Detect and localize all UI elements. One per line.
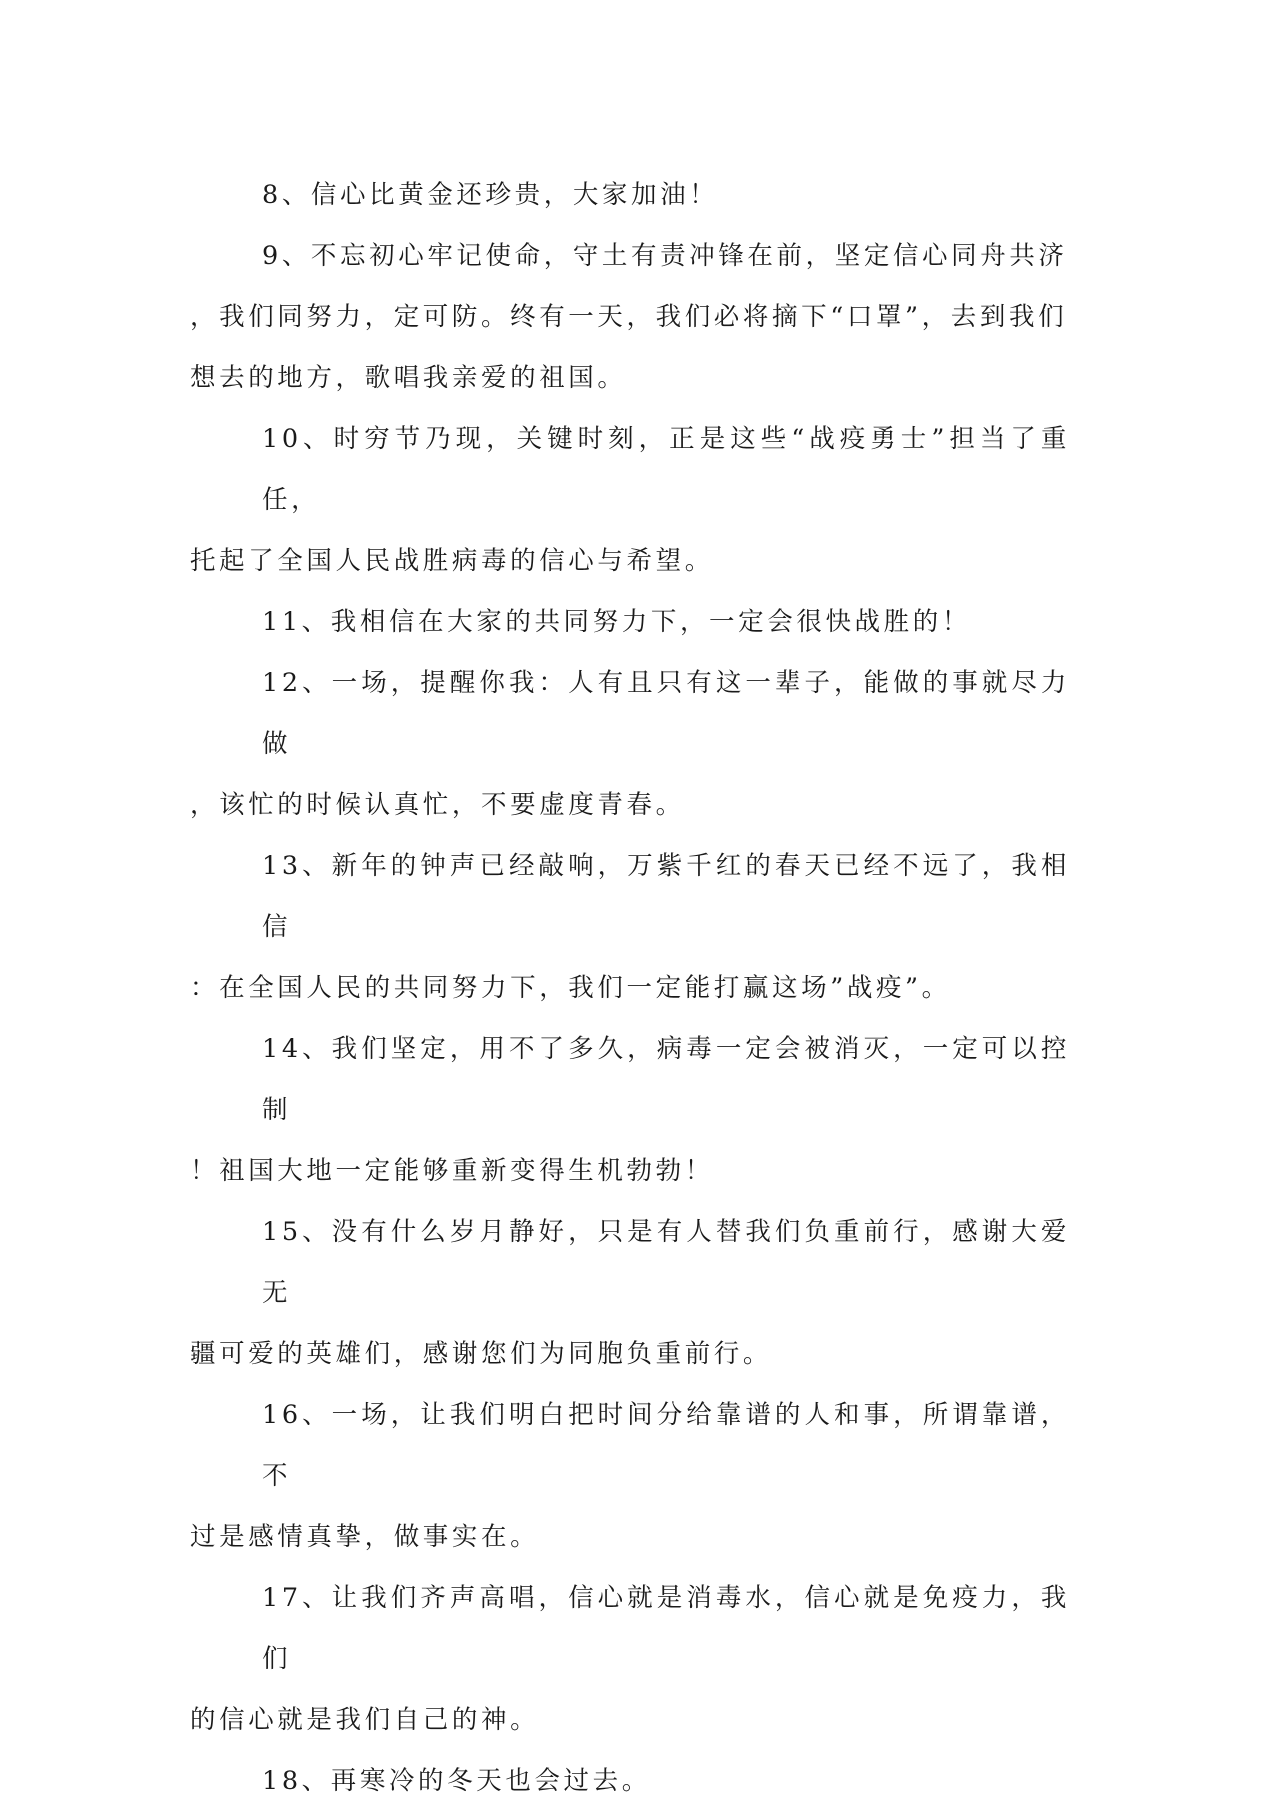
paragraph-line: 8、信心比黄金还珍贵，大家加油！: [262, 180, 719, 210]
paragraph-line: 的信心就是我们自己的神。: [190, 1705, 540, 1735]
list-item: [190, 226, 1070, 409]
list-item: [190, 409, 1070, 592]
list-item: [190, 592, 1070, 653]
list-item: [190, 165, 1070, 226]
paragraph-line: 11、我相信在大家的共同努力下，一定会很快战胜的！: [262, 607, 971, 637]
list-item: [190, 1568, 1070, 1751]
paragraph-line: 14、我们坚定，用不了多久，病毒一定会被消灭，一定可以控制: [262, 1034, 1070, 1125]
paragraph-line: 17、让我们齐声高唱，信心就是消毒水，信心就是免疫力，我们: [262, 1583, 1070, 1674]
list-item: [190, 1751, 1070, 1812]
paragraph-line: 疆可爱的英雄们，感谢您们为同胞负重前行。: [190, 1339, 773, 1369]
paragraph-line: 16、一场，让我们明白把时间分给靠谱的人和事，所谓靠谱，不: [262, 1400, 1070, 1491]
paragraph-line: ！祖国大地一定能够重新变得生机勃勃！: [190, 1156, 714, 1186]
list-item: [190, 1019, 1070, 1202]
paragraph-line: 想去的地方，歌唱我亲爱的祖国。: [190, 363, 627, 393]
list-item: [190, 836, 1070, 1019]
paragraph-line: ，该忙的时候认真忙，不要虚度青春。: [190, 790, 685, 820]
list-item: [190, 653, 1070, 836]
paragraph-line: ：在全国人民的共同努力下，我们一定能打赢这场”战疫”。: [190, 973, 951, 1003]
paragraph-line: ，我们同努力，定可防。终有一天，我们必将摘下“口罩”，去到我们: [190, 302, 1068, 332]
document-body: [190, 165, 1070, 1812]
list-item: [190, 1202, 1070, 1385]
paragraph-line: 托起了全国人民战胜病毒的信心与希望。: [190, 546, 714, 576]
paragraph-line: 18、再寒冷的冬天也会过去。: [262, 1766, 651, 1796]
paragraph-line: 过是感情真挚，做事实在。: [190, 1522, 540, 1552]
paragraph-line: 10、时穷节乃现，关键时刻，正是这些“战疫勇士”担当了重任，: [262, 424, 1070, 515]
list-item: [190, 1385, 1070, 1568]
paragraph-line: 13、新年的钟声已经敲响，万紫千红的春天已经不远了，我相信: [262, 851, 1070, 942]
paragraph-line: 12、一场，提醒你我：人有且只有这一辈子，能做的事就尽力做: [262, 668, 1070, 759]
paragraph-line: 9、不忘初心牢记使命，守土有责冲锋在前，坚定信心同舟共济: [262, 241, 1068, 271]
paragraph-line: 15、没有什么岁月静好，只是有人替我们负重前行，感谢大爱无: [262, 1217, 1070, 1308]
